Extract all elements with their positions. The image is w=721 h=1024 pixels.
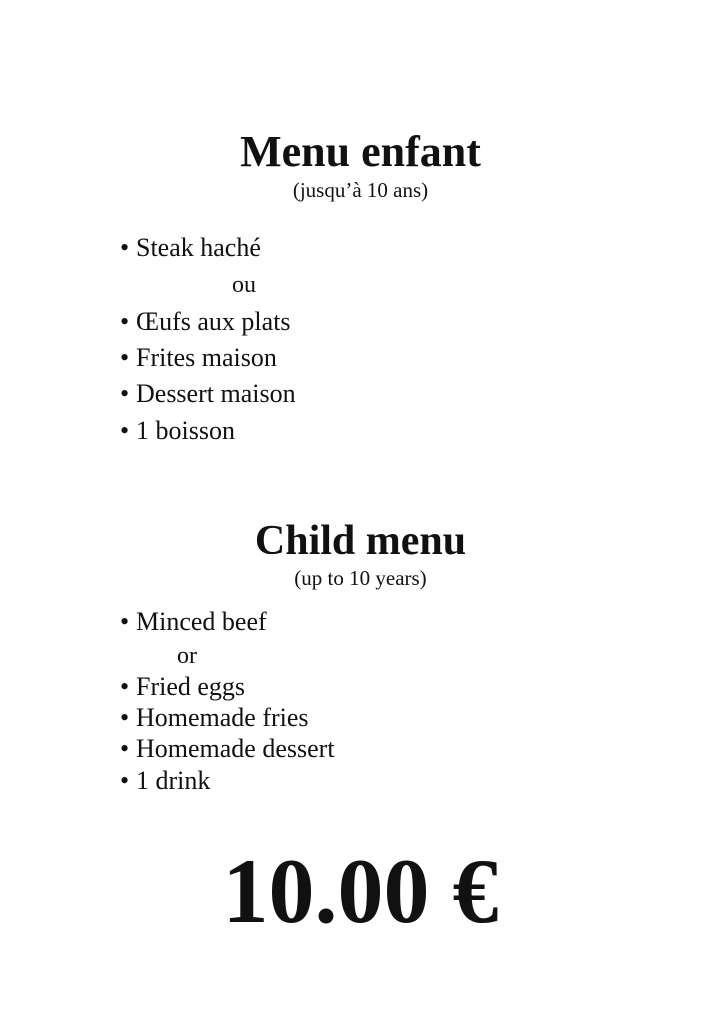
menu-price: 10.00 €	[222, 840, 499, 942]
english-or-separator: or	[177, 643, 197, 669]
bullet-icon: •	[120, 416, 130, 445]
french-item-label: 1 boisson	[136, 416, 235, 445]
bullet-icon: •	[120, 233, 130, 262]
english-item-label: Minced beef	[136, 607, 267, 636]
french-item-steak	[120, 235, 261, 261]
english-item-label: Homemade fries	[136, 703, 309, 732]
english-menu-title: Child menu	[254, 518, 467, 564]
bullet-icon: •	[120, 379, 130, 408]
french-or-separator: ou	[232, 272, 256, 298]
bullet-icon: •	[120, 343, 130, 372]
english-item-beef	[120, 609, 267, 635]
french-item-eggs	[120, 309, 291, 335]
english-item-label: 1 drink	[136, 766, 211, 795]
french-item-fries	[120, 345, 277, 371]
french-item-drink	[120, 418, 235, 444]
french-item-label: Steak haché	[136, 233, 261, 262]
english-item-eggs	[120, 674, 245, 700]
english-item-label: Homemade dessert	[136, 734, 335, 763]
french-item-dessert	[120, 381, 296, 407]
bullet-icon: •	[120, 607, 130, 636]
bullet-icon: •	[120, 703, 130, 732]
english-item-label: Fried eggs	[136, 672, 246, 701]
english-item-drink	[120, 768, 210, 794]
french-item-label: Œufs aux plats	[136, 307, 291, 336]
french-menu-subtitle: (jusqu’à 10 ans)	[292, 178, 429, 202]
bullet-icon: •	[120, 734, 130, 763]
french-item-label: Dessert maison	[136, 379, 296, 408]
bullet-icon: •	[120, 307, 130, 336]
french-item-label: Frites maison	[136, 343, 277, 372]
english-item-fries	[120, 705, 309, 731]
english-menu-subtitle: (up to 10 years)	[294, 566, 427, 590]
english-item-dessert	[120, 736, 335, 762]
bullet-icon: •	[120, 766, 130, 795]
bullet-icon: •	[120, 672, 130, 701]
french-menu-title: Menu enfant	[240, 127, 481, 176]
